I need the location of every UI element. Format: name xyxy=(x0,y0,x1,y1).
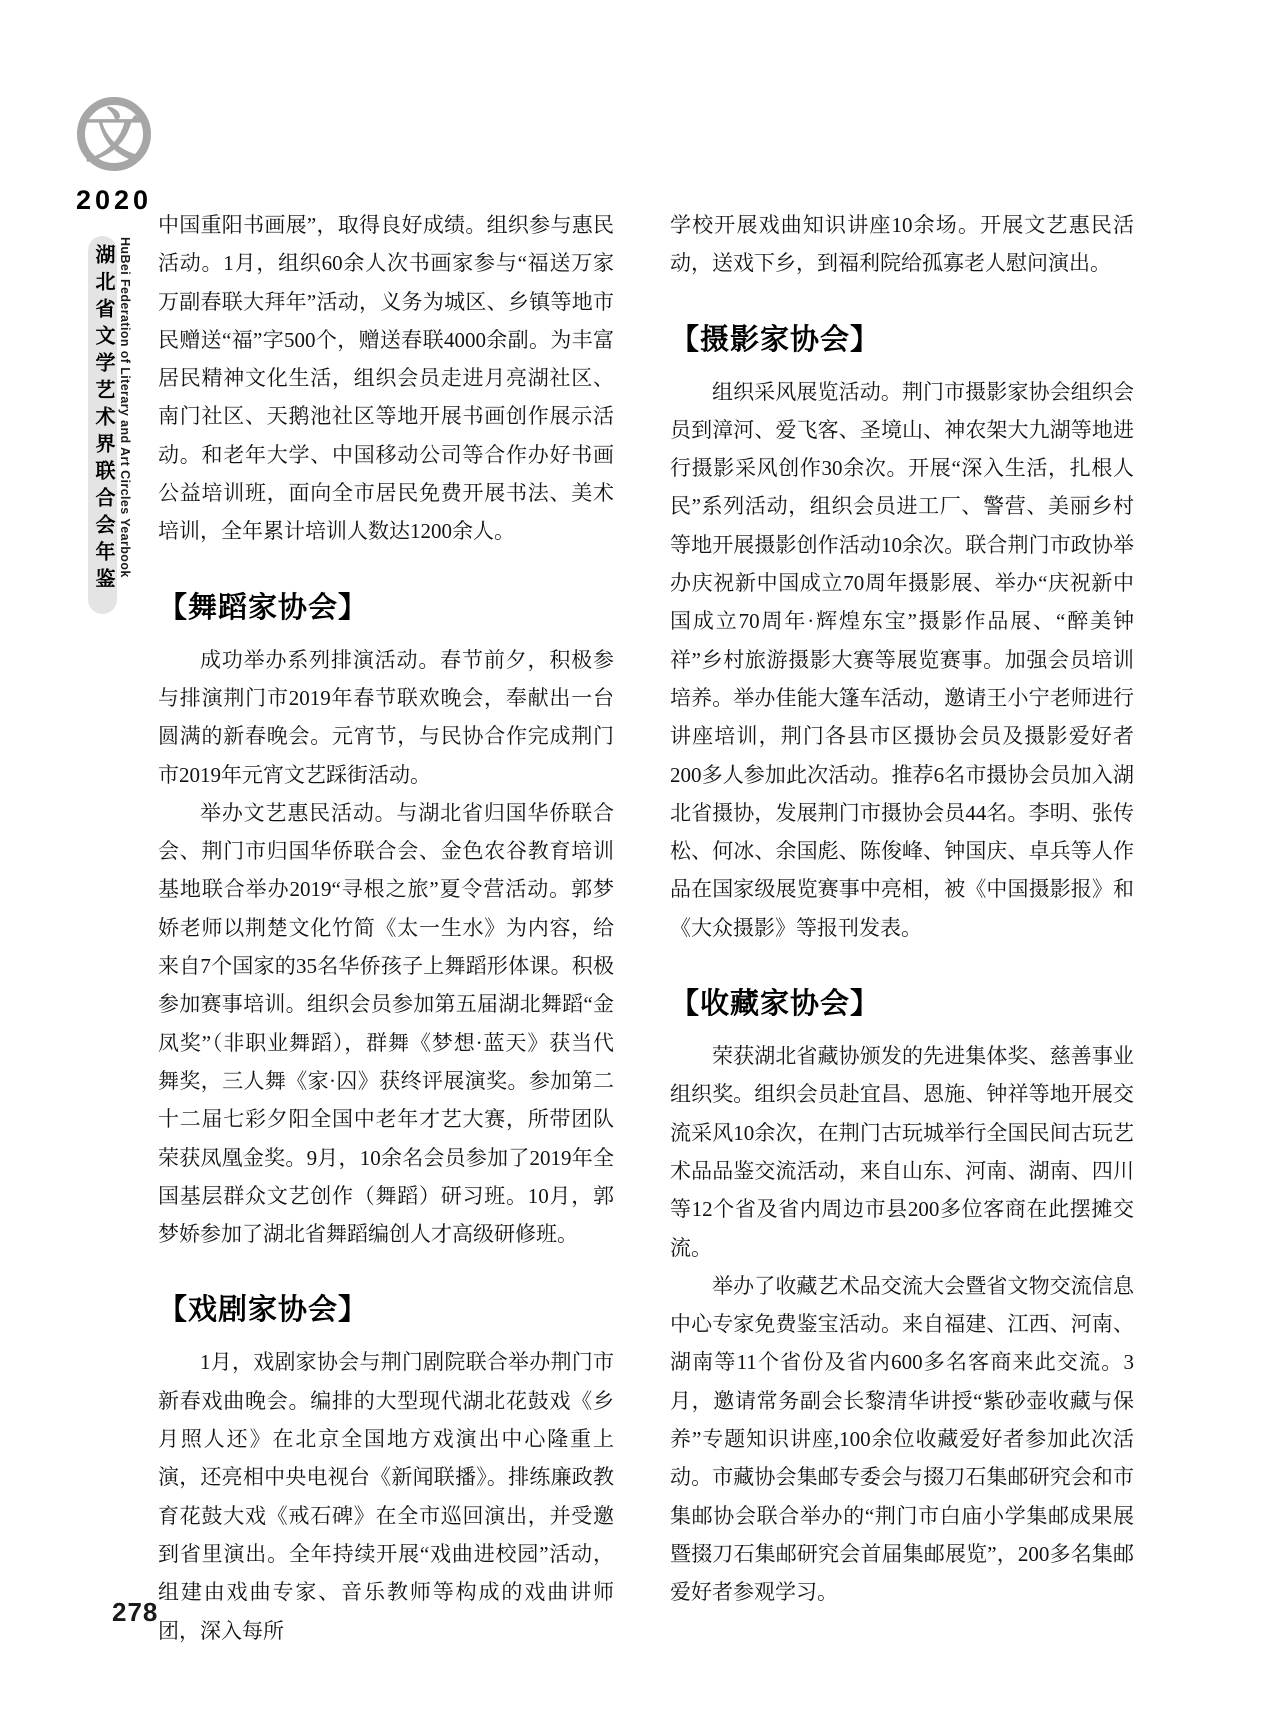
section-heading-drama-association: 【戏剧家协会】 xyxy=(158,1294,369,1327)
continued-paragraph: 中国重阳书画展”，取得良好成绩。组织参与惠民活动。1月，组织60余人次书画家参与“福送万家万副春联大拜年”活动，义务为城区、乡镇等地市民赠送“福”字500个，赠送春联4000余副。为丰富居民精神文化生活，组织会员走进月亮湖社区、南门社区、天鹅池社区等地开展书画创作展示活动。和老年大学、中国移动公司等合作办好书画公益培训班，面向全市居民免费开展书法、美术培训，全年累计培训人数达1200余人。 xyxy=(158,213,614,544)
right-column xyxy=(670,206,1134,1612)
paragraph: 1月，戏剧家协会与荆门剧院联合举办荆门市新春戏曲晚会。编排的大型现代湖北花鼓戏《乡月照人还》在北京全国地方戏演出中心隆重上演，还亮相中央电视台《新闻联播》。排练廉政教育花鼓大戏《戒石碑》在全市巡回演出，并受邀到省里演出。全年持续开展“戏曲进校园”活动，组建由戏曲专家、音乐教师等构成的戏曲讲师团，深入每所 xyxy=(158,1350,614,1643)
section-dance-association xyxy=(158,588,614,1254)
left-column xyxy=(158,206,614,1650)
sidebar-title-en: HuBei Federation of Literary and Art Circles Yearbook xyxy=(118,237,132,578)
sidebar-title-cn: 湖北省文学艺术界联合会年鉴 xyxy=(92,244,114,595)
paragraph: 举办文艺惠民活动。与湖北省归国华侨联合会、荆门市归国华侨联合会、金色农谷教育培训基地联合举办2019“寻根之旅”夏令营活动。郭梦娇老师以荆楚文化竹简《太一生水》为内容，给来自7个国家的35名华侨孩子上舞蹈形体课。积极参加赛事培训。组织会员参加第五届湖北舞蹈“金凤奖”（非职业舞蹈），群舞《梦想·蓝天》获当代舞奖，三人舞《家·囚》获终评展演奖。参加第二十二届七彩夕阳全国中老年才艺大赛，所带团队荣获凤凰金奖。9月，10余名会员参加了2019年全国基层群众文艺创作（舞蹈）研习班。10月，郭梦娇参加了湖北省舞蹈编创人才高级研修班。 xyxy=(158,800,614,1247)
section-heading-photographers-association: 【摄影家协会】 xyxy=(670,323,881,356)
logo-block xyxy=(66,94,162,216)
section-photographers-association xyxy=(670,320,1134,947)
section-heading-dance-association: 【舞蹈家协会】 xyxy=(158,591,369,624)
page-number: 278 xyxy=(112,1597,159,1627)
section-heading-collectors-association: 【收藏家协会】 xyxy=(670,988,881,1021)
yearbook-year: 2020 xyxy=(75,185,153,215)
section-drama-association xyxy=(158,1290,614,1649)
paragraph: 组织采风展览活动。荆门市摄影家协会组织会员到漳河、爱飞客、圣境山、神农架大九湖等地进行摄影采风创作30余次。开展“深入生活，扎根人民”系列活动，组织会员进工厂、警营、美丽乡村等地开展摄影创作活动10余次。联合荆门市政协举办庆祝新中国成立70周年摄影展、举办“庆祝新中国成立70周年·辉煌东宝”摄影作品展、“醉美钟祥”乡村旅游摄影大赛等展览赛事。加强会员培训培养。举办佳能大篷车活动，邀请王小宁老师进行讲座培训，荆门各县市区摄协会员及摄影爱好者200多人参加此次活动。推荐6名市摄协会员加入湖北省摄协，发展荆门市摄协会员44名。李明、张传松、何冰、余国彪、陈俊峰、钟国庆、卓兵等人作品在国家级展览赛事中亮相，被《中国摄影报》和《大众摄影》等报刊发表。 xyxy=(670,379,1134,940)
paragraph: 成功举办系列排演活动。春节前夕，积极参与排演荆门市2019年春节联欢晚会，奉献出一台圆满的新春晚会。元宵节，与民协合作完成荆门市2019年元宵文艺踩街活动。 xyxy=(158,647,614,787)
paragraph: 荣获湖北省藏协颁发的先进集体奖、慈善事业组织奖。组织会员赴宜昌、恩施、钟祥等地开展交流采风10余次，在荆门古玩城举行全国民间古玩艺术品品鉴交流活动，来自山东、河南、湖南、四川等12个省及省内周边市县200多位客商在此摆摊交流。 xyxy=(670,1044,1134,1260)
federation-emblem-icon xyxy=(72,94,156,180)
sidebar-title-bar xyxy=(88,236,117,614)
paragraph: 举办了收藏艺术品交流大会暨省文物交流信息中心专家免费鉴宝活动。来自福建、江西、河南、湖南等11个省份及省内600多名客商来此交流。3月，邀请常务副会长黎清华讲授“紫砂壶收藏与保养”专题知识讲座,100余位收藏爱好者参加此次活动。市藏协会集邮专委会与掇刀石集邮研究会和市集邮协会联合举办的“荆门市白庙小学集邮成果展暨掇刀石集邮研究会首届集邮展览”，200多名集邮爱好者参观学习。 xyxy=(670,1273,1134,1605)
continued-paragraph: 学校开展戏曲知识讲座10余场。开展文艺惠民活动，送戏下乡，到福利院给孤寡老人慰问演出。 xyxy=(670,213,1134,276)
svg-text:文: 文 xyxy=(84,104,144,169)
section-collectors-association xyxy=(670,984,1134,1611)
